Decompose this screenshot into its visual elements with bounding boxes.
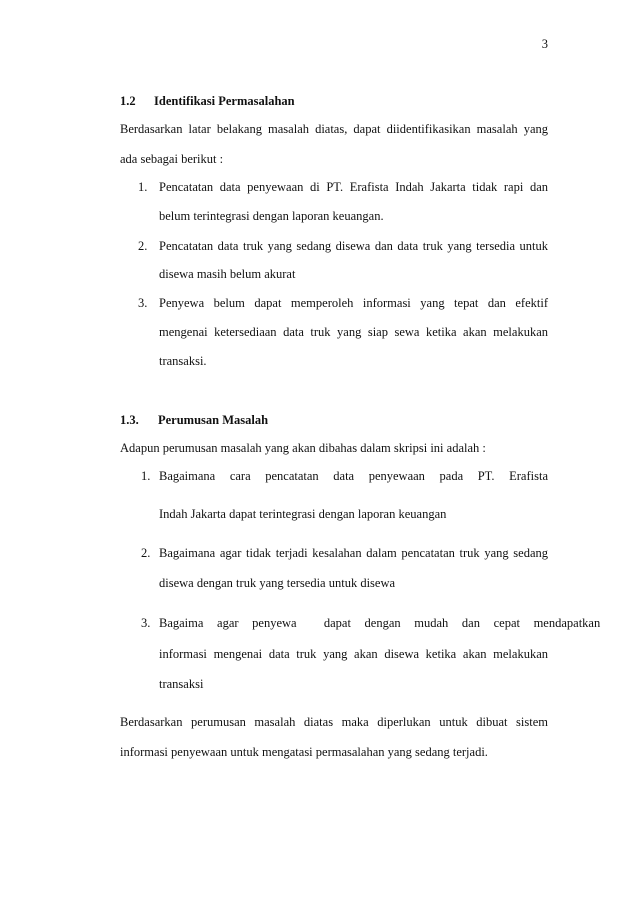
section-number: 1.3. <box>120 413 139 427</box>
list-item-line: Bagaima agar penyewa dapat dengan mudah dan cepat mendapatkan <box>159 616 601 630</box>
list-marker: 1. <box>138 180 148 194</box>
closing-line-2: informasi penyewaan untuk mengatasi permasalahan yang sedang terjadi. <box>120 745 488 759</box>
list-item-line: mengenai ketersediaan data truk yang siap sewa ketika akan melakukan <box>159 325 548 339</box>
page-number: 3 <box>541 37 548 51</box>
list-marker: 2. <box>141 546 151 560</box>
intro-line: Adapun perumusan masalah yang akan dibahas dalam skripsi ini adalah : <box>120 441 486 455</box>
list-item-line: Penyewa belum dapat memperoleh informasi yang tepat dan efektif <box>159 296 548 310</box>
section-title: Identifikasi Permasalahan <box>154 94 295 108</box>
list-item-line: informasi mengenai data truk yang akan disewa ketika akan melakukan <box>159 647 548 661</box>
list-item-line: belum terintegrasi dengan laporan keuangan. <box>159 209 384 223</box>
list-marker: 2. <box>138 239 148 253</box>
closing-line-1: Berdasarkan perumusan masalah diatas maka diperlukan untuk dibuat sistem <box>120 715 548 729</box>
list-item-line: Pencatatan data penyewaan di PT. Erafista Indah Jakarta tidak rapi dan <box>159 180 548 194</box>
list-item-line: Pencatatan data truk yang sedang disewa dan data truk yang tersedia untuk <box>159 239 548 253</box>
list-item-line: transaksi. <box>159 354 207 368</box>
list-marker: 1. <box>141 469 151 483</box>
section-title: Perumusan Masalah <box>158 413 269 427</box>
intro-line-2: ada sebagai berikut : <box>120 152 224 166</box>
section-heading-perumusan <box>120 406 548 435</box>
list-item-line: disewa masih belum akurat <box>159 267 296 281</box>
section-number: 1.2 <box>120 94 136 108</box>
list-item-line: transaksi <box>159 677 204 691</box>
list-marker: 3. <box>141 616 151 630</box>
list-item-line: Bagaimana cara pencatatan data penyewaan pada PT. Erafista <box>159 469 548 483</box>
list-marker: 3. <box>138 296 148 310</box>
list-item-line: disewa dengan truk yang tersedia untuk disewa <box>159 576 396 590</box>
list-item-line: Indah Jakarta dapat terintegrasi dengan laporan keuangan <box>159 507 447 521</box>
intro-line-1: Berdasarkan latar belakang masalah diatas, dapat diidentifikasikan masalah yang <box>120 122 548 136</box>
section-heading-identifikasi <box>120 87 548 116</box>
list-item-line: Bagaimana agar tidak terjadi kesalahan dalam pencatatan truk yang sedang <box>159 546 548 560</box>
